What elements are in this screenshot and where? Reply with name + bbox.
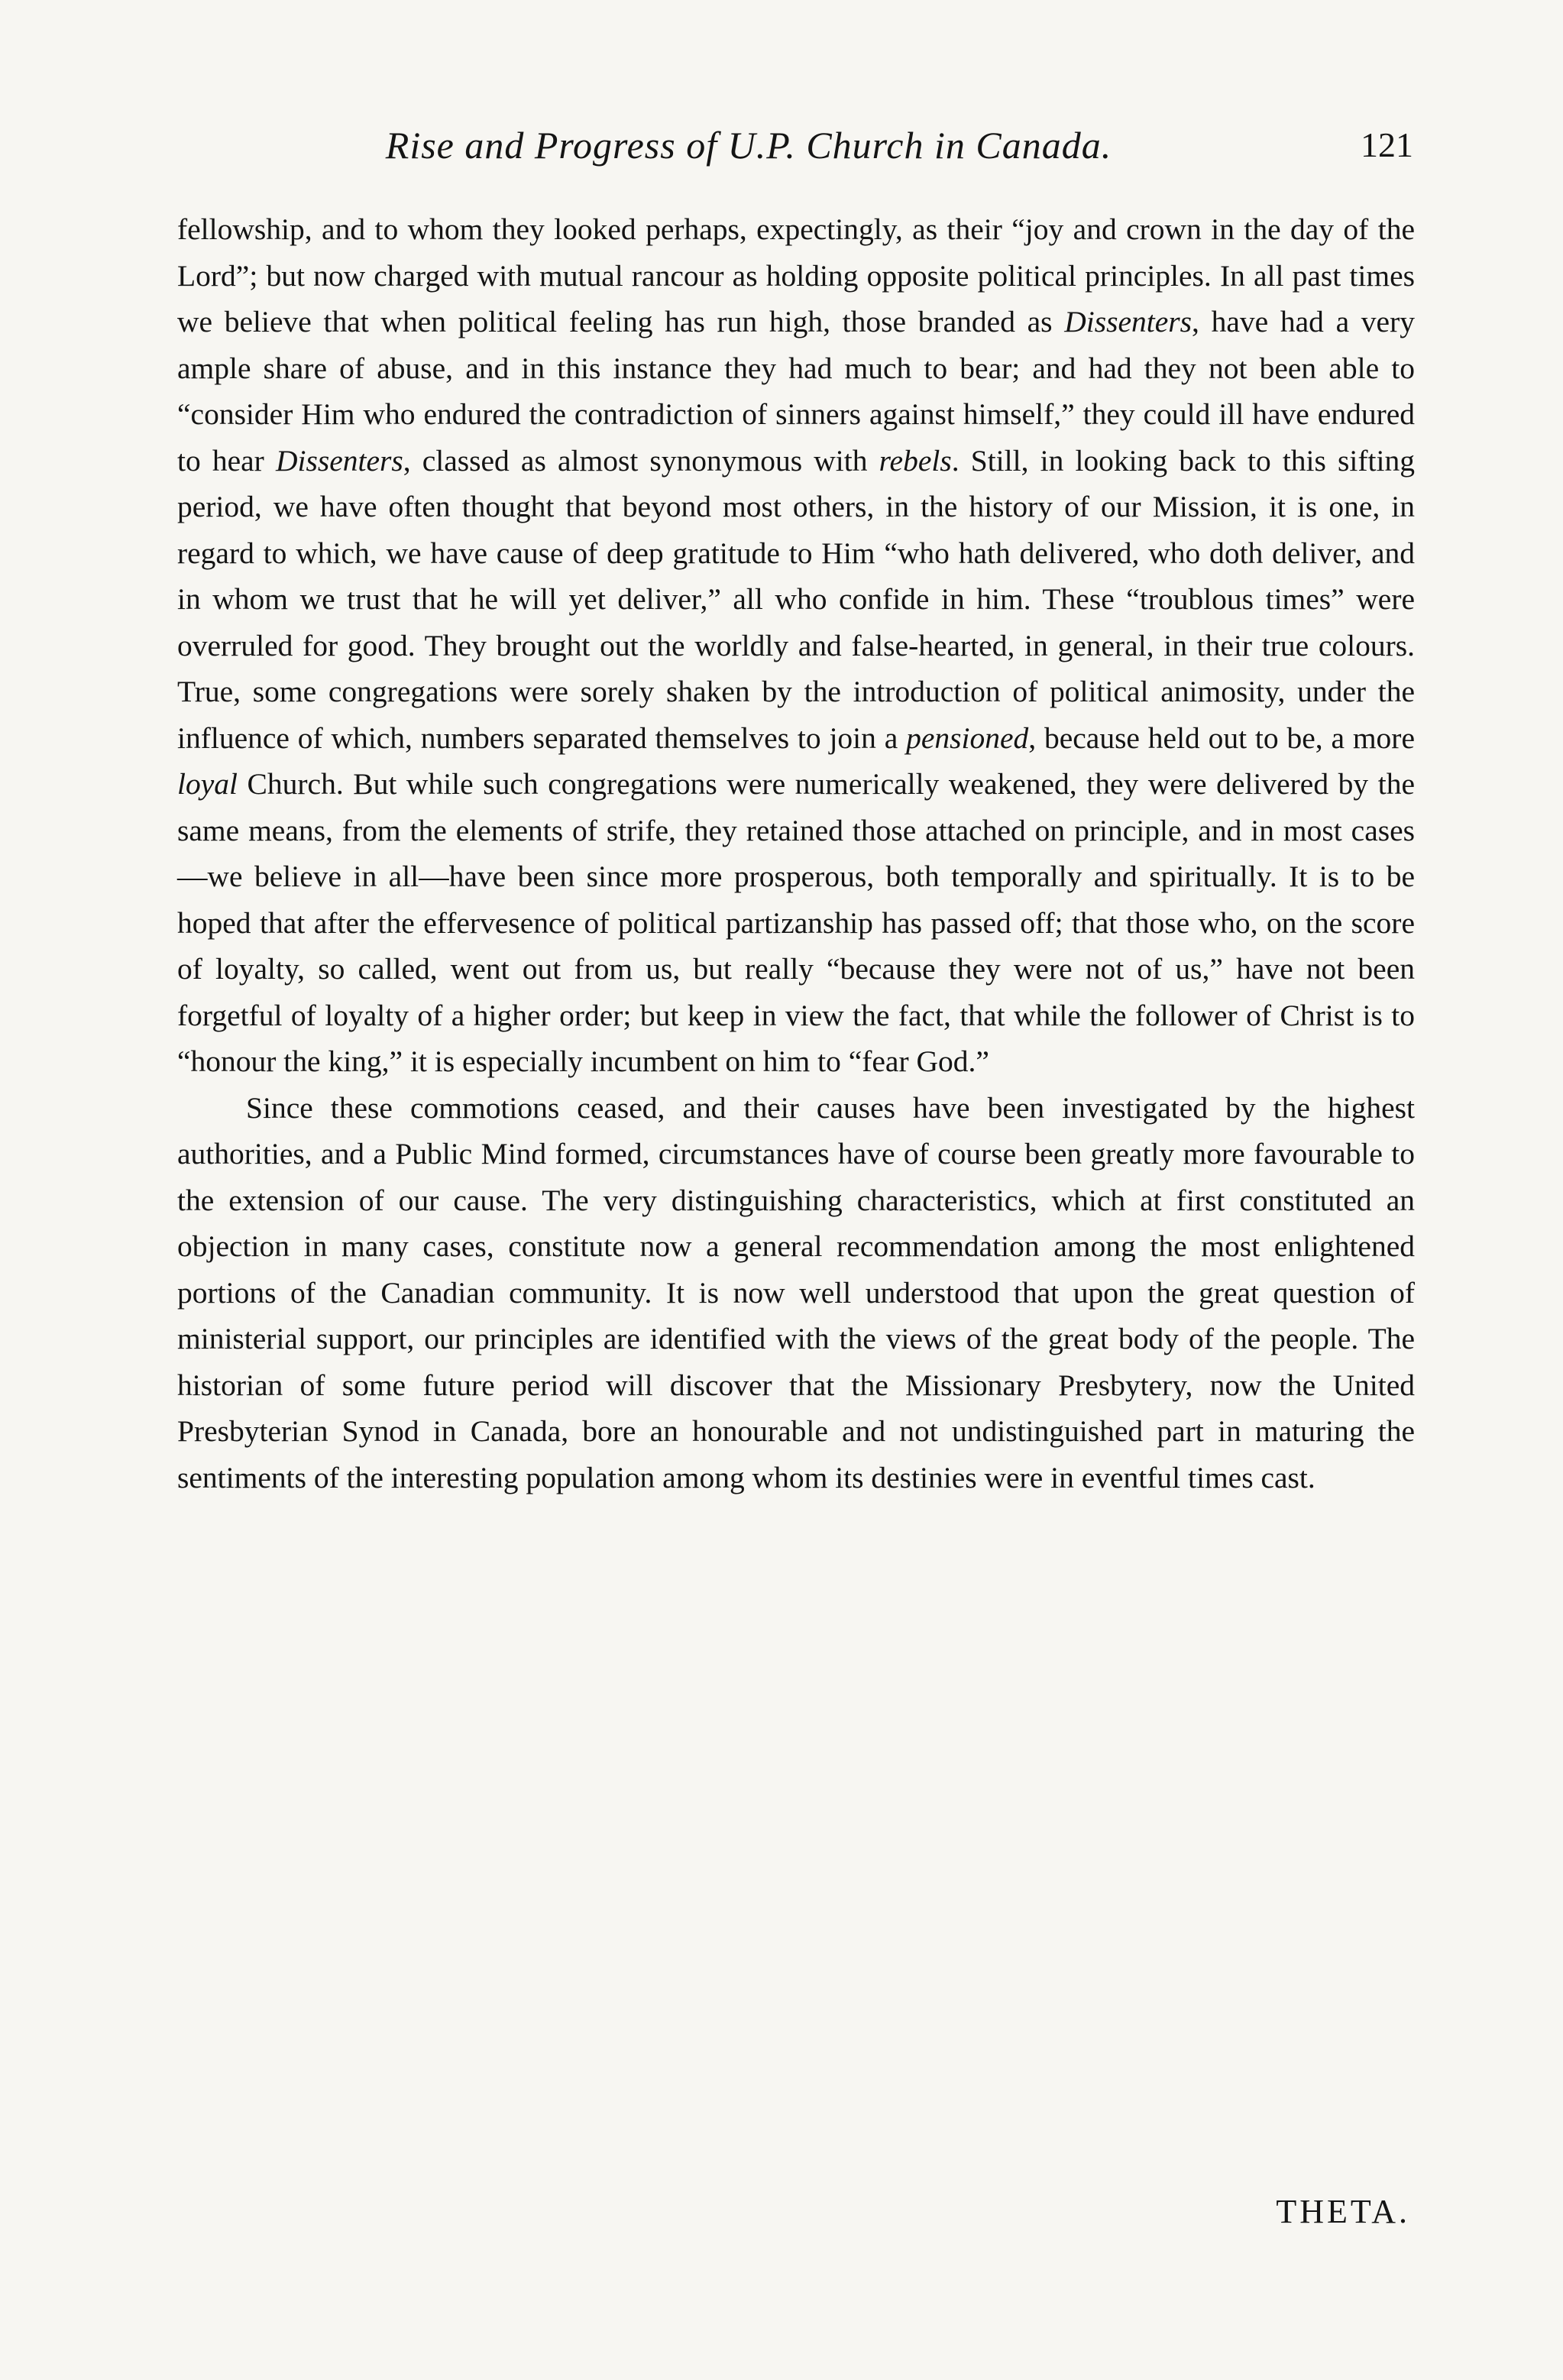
- page-header: [176, 122, 1413, 183]
- paragraph-1: [177, 206, 1415, 1085]
- italic-term: loyal: [177, 767, 238, 801]
- italic-term: Dissenters: [1064, 305, 1192, 338]
- text-segment: , because held out to be, a more: [1028, 720, 1415, 755]
- paragraph-2: Since these commotions ceased, and their causes have been investigated by the highest authorities, and a Public Mind formed, circumstances have of course been greatly more favourable to the extension of our cause. The very distinguishing characteristics, which at first constituted an objection in many cases, constitute now a general recommendation among the most enlightened portions of the Canadian community. It is now well understood that upon the great question of ministerial support, our principles are identified with the views of the great body of the people. The historian of some future period will discover that the Missionary Presbytery, now the United Presbyterian Synod in Canada, bore an honourable and not undistinguished part in maturing the sentiments of the interesting population among whom its destinies were in eventful times cast.: [177, 1090, 1415, 1494]
- text-segment: , classed as almost synonymous with: [403, 443, 879, 478]
- text-segment: Church. But while such congregations were numerically weakened, they were delivered by the same means, from the elements of strife, they retained those attached on principle, and in most cases—we believe in all—have been since more prosperous, both temporally and spiritually. It is to be hoped that after the effervesence of political partizanship has passed off; that those who, on the score of loyalty, so called, went out from us, but really “because they were not of us,” have not been forgetful of loyalty of a higher order; but keep in view the fact, that while the follower of Christ is to “honour the king,” it is especially incumbent on him to “fear God.”: [177, 767, 1415, 1078]
- text-segment: fellowship, and to whom they looked perhaps, expectingly, as their “joy and crown in the day of the Lord”; but now charged with mutual rancour as holding opposite political principles. In all past times we believe that when political feeling has run high, those branded as: [177, 212, 1415, 338]
- text-segment: , have had a very ample share of abuse, and in this instance they had much to bear; and had they not been able to “consider Him who endured the contradiction of sinners against himself,” they could ill have endured to hear: [177, 305, 1415, 478]
- body-text: [177, 206, 1415, 1501]
- italic-term: Dissenters: [275, 443, 403, 478]
- italic-term: pensioned: [906, 720, 1029, 755]
- italic-term: rebels: [879, 443, 952, 478]
- running-title: Rise and Progress of U.P. Church in Canada.: [385, 124, 1112, 167]
- author-signature: THETA.: [1276, 2193, 1410, 2230]
- text-segment: . Still, in looking back to this sifting period, we have often thought that beyond most others, in the history of our Mission, it is one, in regard to which, we have cause of deep gratitude to Him “who hath delivered, who doth deliver, and in whom we trust that he will yet deliver,” all who confide in him. These “troublous times” were overruled for good. They brought out the worldly and false-hearted, in general, in their true colours. True, some congregations were sorely shaken by the introduction of political animosity, under the influence of which, numbers separated themselves to join a: [177, 443, 1415, 755]
- page-number: 121: [1361, 125, 1413, 164]
